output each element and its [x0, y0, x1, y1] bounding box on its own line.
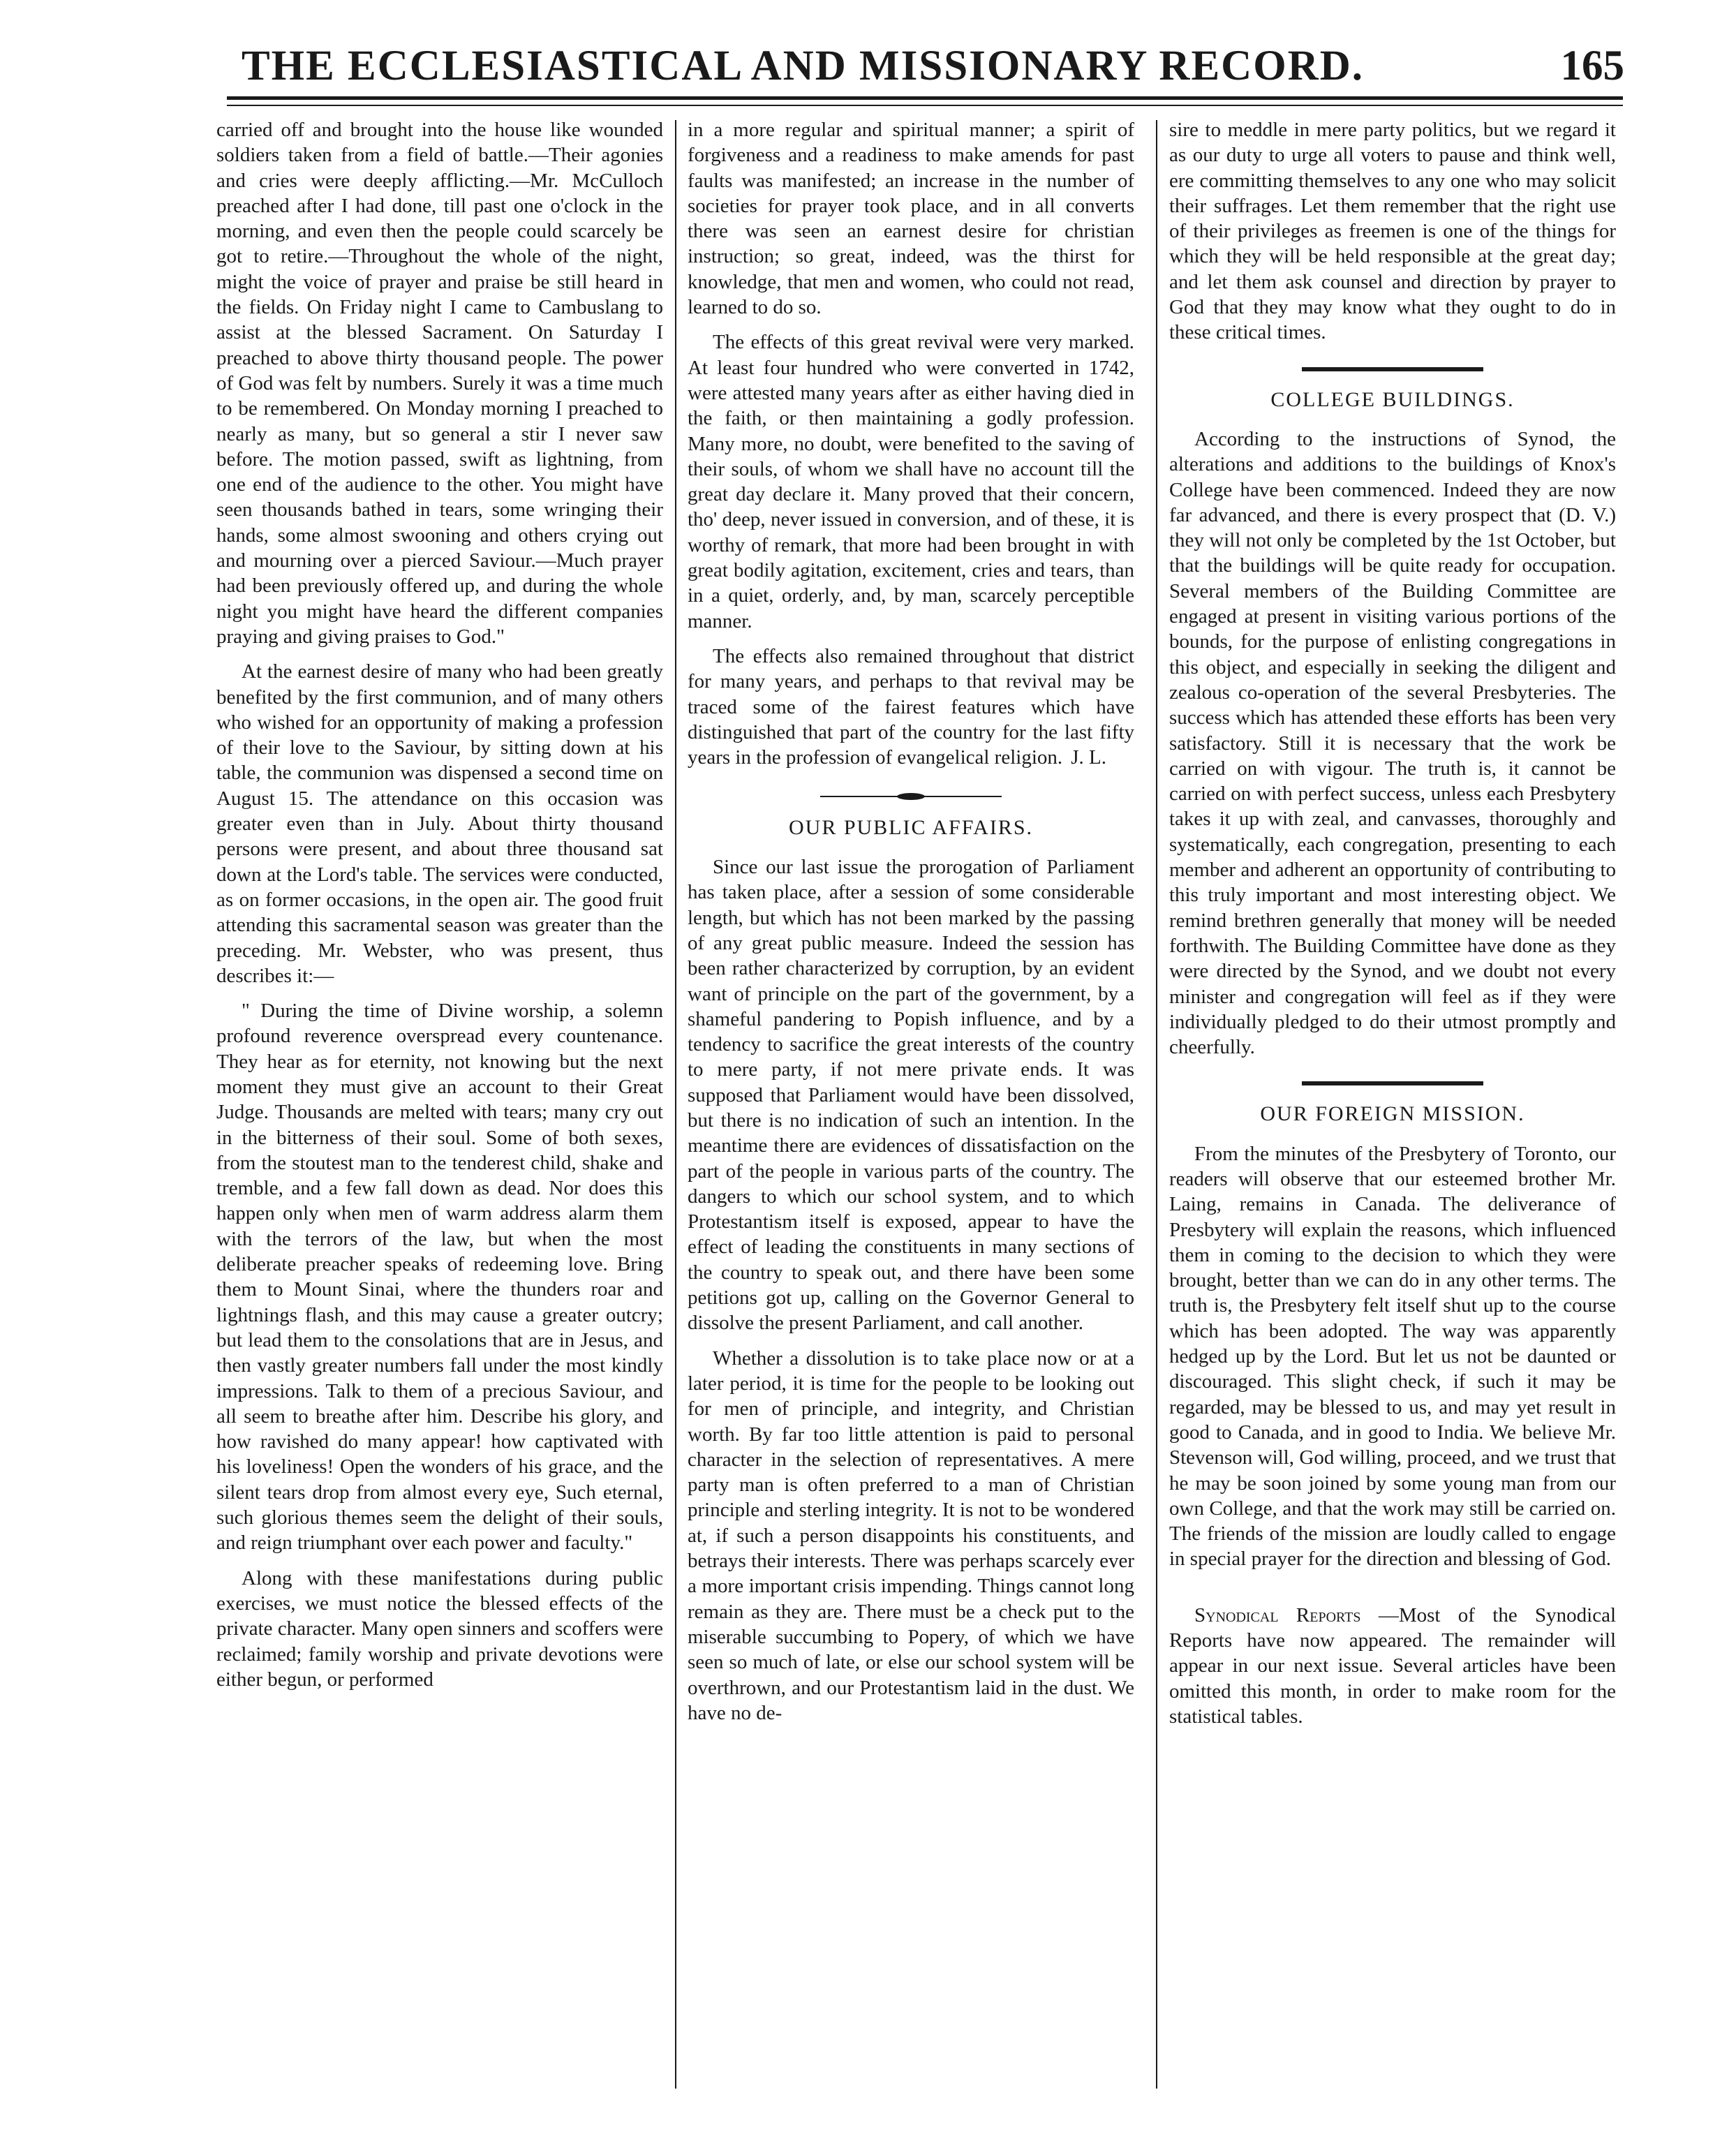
section-ornament [820, 792, 1002, 801]
section-title-public-affairs: OUR PUBLIC AFFAIRS. [788, 815, 1034, 839]
header-rule [227, 96, 1623, 100]
section-ornament [1302, 1079, 1483, 1088]
paragraph: From the minutes of the Presbytery of Toronto, our readers will observe that our esteemed brother Mr. Laing, remains in Canada. The deliverance of Presbytery will explain the reasons, which influenced them in coming to the decision to which they were brought, better than we can do in any other terms. The truth is, the Presbytery felt itself shut up to the course which has been adopted. The way was apparently hedged up by the Lord. But let us not be daunted or discouraged. This slight check, if such it may be regarded, may be blessed to us, and may yet result in good to Canada, and in good to India. We believe Mr. Stevenson will, God willing, proceed, and we trust that he may be soon joined by some young man from our own College, and that the work may still be carried on. The friends of the mission are loudly called to engage in special prayer for the direction and blessing of God. [1169, 1142, 1616, 1571]
section-ornament [1302, 365, 1483, 373]
paragraph: The effects also remained throughout that district for many years, and perhaps to that revival may be traced some of the fairest features which have distinguished that part of the country for the last fifty years in the profession of evangelical religion. [688, 644, 1134, 769]
paragraph-synodical-reports [1169, 1603, 1616, 1729]
paragraph: in a more regular and spiritual manner; a spirit of forgiveness and a readiness to make amends for past faults was manifested; an increase in the number of societies for prayer took place, and in all converts there was seen an earnest desire for christian instruction; so great, indeed, was the thirst for knowledge, that men and women, who could not read, learned to do so. [688, 119, 1134, 319]
paragraph-body: —Most of the Synodical Reports have now appeared. The remainder will appear in our next issue. Several articles have been omitted this month, in order to make room for the statistical tables. [1169, 1603, 1617, 1728]
paragraph: Since our last issue the prorogation of Parliament has taken place, after a session of some considerable length, but which has not been marked by the passing of any great public measure. Indeed the session has been rather characterized by corruption, by an evident want of principle on the part of the government, by a shameful pandering to Popish influence, and by a tendency to sacrifice the great interests of the country to mere party, if not mere private ends. It was supposed that Parliament would have been dissolved, but there is no indication of such an intention. In the meantime there are evidences of dissatisfaction on the part of the people in various parts of the country. The dangers to which our school system, and to which Protestantism itself is exposed, appear to have the effect of leading the constituents in many sections of the country to speak out, and there have been some petitions got up, calling on the Governor General to dissolve the present Parliament, and call another. [688, 856, 1134, 1335]
section-title-college-buildings: COLLEGE BUILDINGS. [1270, 387, 1515, 411]
column-divider [675, 120, 676, 2089]
spacer [1169, 1582, 1616, 1603]
paragraph: The effects of this great revival were very marked. At least four hundred who were converted in 1742, were attested many years after as either having died in the faith, or then maintaining a godly profession. Many more, no doubt, were benefited to the saving of their souls, of whom we shall have no account till the great day declare it. Many proved that their concern, tho' deep, never issued in conversion, and of these, it is worthy of remark, that more had been brought in with great bodily agitation, excitement, cries and tears, than in a quiet, orderly, and, by man, scarcely perceptible manner. [688, 331, 1134, 632]
column-divider [1156, 120, 1157, 2089]
paragraph: Whether a dissolution is to take place now or at a later period, it is time for the people to be looking out for men of principle, and integrity, and Christian worth. By far too little attention is paid to personal character in the selection of representatives. A mere party man is often preferred to a man of Christian principle and sterling integrity. It is not to be wondered at, if such a person disappoints his constituents, and betrays their interests. There was perhaps scarcely ever a more important crisis impending. Things cannot long remain as they are. There must be a check put to the miserable succumbing to Popery, of which we have seen so much of late, or else our school system will be overthrown, and our Protestantism laid in the dust. We have no de- [688, 1347, 1134, 1724]
column-3 [1169, 117, 1616, 1739]
section-title-foreign-mission: OUR FOREIGN MISSION. [1260, 1102, 1525, 1126]
running-title: THE ECCLESIASTICAL AND MISSIONARY RECORD. [241, 43, 1364, 89]
page-number: 165 [1560, 43, 1624, 89]
paragraph: carried off and brought into the house like wounded soldiers taken from a field of battle.—Their agonies and cries were deeply afflicting.—Mr. McCulloch preached after I had done, till past one o'clock in the morning, and even then the people could scarcely be got to retire.—Throughout the whole of the night, might the voice of prayer and praise be still heard in the fields. On Friday night I came to Cambuslang to assist at the blessed Sacrament. On Saturday I preached to above thirty thousand people. The power of God was felt by numbers. Surely it was a time much to be remembered. On Monday morning I preached to nearly as many, but so general a stir I never saw before. The motion passed, swift as lightning, from one end of the audience to the other. You might have seen thousands bathed in tears, some wringing their hands, some almost swooning and others crying out and mourning over a pierced Saviour.—Much prayer had been previously offered up, and during the whole night you might have heard the different companies praying and giving praises to God." [216, 119, 663, 648]
paragraph: At the earnest desire of many who had been greatly benefited by the first communion, and of many others who wished for an opportunity of making a profession of their love to the Saviour, by sitting down at his table, the communion was dispensed a second time on August 15. The attendance on this occasion was greater even than in July. About thirty thousand persons were present, and about three thousand sat down at the Lord's table. The services were conducted, as on former occasions, in the open air. The good fruit attending this sacramental season was greater than the preceding. Mr. Webster, who was present, thus describes it:— [216, 660, 663, 987]
lead-in: Synodical Reports [1194, 1603, 1361, 1626]
paragraph: Along with these manifestations during public exercises, we must notice the blessed effects of the private character. Many open sinners and scoffers were reclaimed; family worship and private devotions were either begun, or performed [216, 1566, 663, 1691]
paragraph: " During the time of Divine worship, a solemn profound reverence overspread every countenance. They hear as for eternity, not knowing but the next moment they must give an account to their Great Judge. Thousands are melted with tears; many cry out in the bitterness of their soul. Some of both sexes, from the stoutest man to the tenderest child, shake and tremble, and a few fall down as dead. Nor does this happen only when men of warm address alarm them with the terrors of the law, but when the most deliberate preacher speaks of redeeming love. Bring them to Mount Sinai, where the thunders roar and lightnings flash, and this may cause a greater outcry; but lead them to the consolations that are in Jesus, and then vastly greater numbers fall under the most kindly impressions. Talk to them of a precious Saviour, and all seem to breathe after him. Describe his glory, and how ravished do many appear! how captivated with his loveliness! Open the wonders of his grace, and the silent tears drop from almost every eye, Such eternal, such glorious themes seem the delight of their souls, and reign triumphant over each power and faculty." [216, 1000, 663, 1555]
author-signature: J. L. [1071, 746, 1106, 769]
header-rule-thin [227, 105, 1623, 106]
paragraph: sire to meddle in mere party politics, but we regard it as our duty to urge all voters to pause and think well, ere committing themselves to any one who may solicit their suffrages. Let them remember that the right use of their privileges as freemen is one of the things for which they will be held responsible at the great day; and let them ask counsel and direction by prayer to God that they may know what they ought to do in these critical times. [1169, 119, 1616, 344]
column-2 [688, 117, 1134, 1735]
paragraph: According to the instructions of Synod, the alterations and additions to the buildings of Knox's College have been commenced. Indeed they are now far advanced, and there is every prospect that (D. V.) they will not only be completed by the 1st October, but that the buildings will be quite ready for occupation. Several members of the Building Committee are engaged at present in visiting various portions of the bounds, for the purpose of enlisting congregations in this object, and especially in seeking the diligent and zealous co-operation of the several Presbyteries. The success which has attended these efforts has been very satisfactory. Still it is necessary that the work be carried on with vigour. The truth is, it cannot be carried on with perfect success, unless each Presbytery takes it up with zeal, and canvasses, thoroughly and systematically, each congregation, presenting to each member and adherent an opportunity of contributing to this truly important and most interesting object. We remind brethren generally that money will be needed forthwith. The Building Committee have done as they were directed by the Synod, and we doubt not every minister and congregation will feel as if they were individually pledged to do their utmost promptly and cheerfully. [1169, 427, 1616, 1059]
column-1 [216, 117, 663, 1702]
